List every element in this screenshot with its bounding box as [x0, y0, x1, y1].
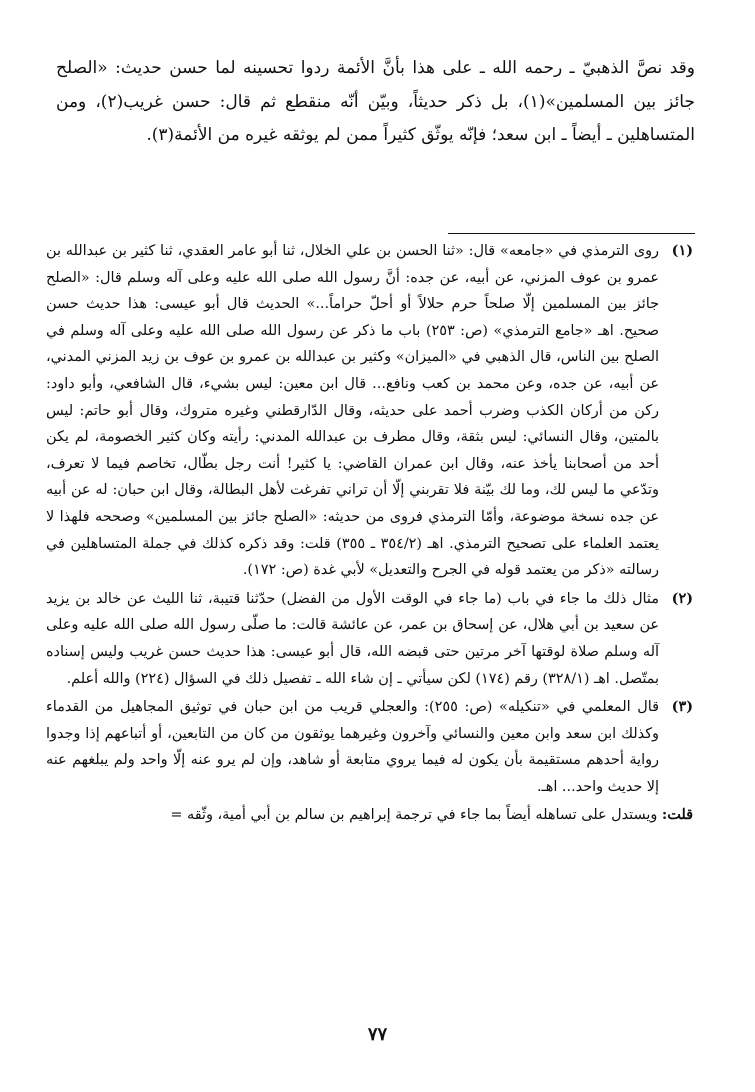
footnote-number: (١): [671, 242, 693, 259]
page-number: ٧٧: [367, 1024, 388, 1045]
footnote: [46, 694, 693, 800]
continuation-text: ويستدل على تساهله أيضاً بما جاء في ترجمة إبراهيم بن سالم بن أبي أمية، وثّقه =: [170, 807, 658, 824]
footnote-text: مثال ذلك ما جاء في باب (ما جاء في الوقت الأول من الفضل) حدّثنا قتيبة، ثنا الليث عن خالد بن يزيد عن سعيد بن أبي هلال، عن إسحاق بن عمر، عن عائشة قالت: ما صلّى رسول الله صلى الله عليه وعلى آله وسلم صلاة لوقتها آخر مرتين حتى قبضه الله، قال أبو عيسى: هذا حديث حسن غريب وليس إسناده بمتّصل. اهـ (٣٢٨/١) رقم (١٧٤) لكن سيأتي ـ إن شاء الله ـ تفصيل ذلك في السؤال (٢٢٤) والله أعلم.: [46, 590, 659, 687]
footnotes: [46, 238, 693, 829]
main-paragraph: وقد نصَّ الذهبيّ ـ رحمه الله ـ على هذا بأنَّ الأئمة ردوا تحسينه لما حسن حديث: «الصلح جائز بين المسلمين»(١)، بل ذكر حديثاً، وبيّن أنّه منقطع ثم قال: حسن غريب(٢)، ومن المتساهلين ـ أيضاً ـ ابن سعد؛ فإنّه يوثّق كثيراً ممن لم يوثقه غيره من الأئمة(٣).: [56, 58, 695, 145]
footnote-number: (٢): [671, 589, 693, 607]
footnote-continuation: [46, 802, 693, 829]
footnote-divider: [448, 233, 695, 234]
footnote-number: (٣): [671, 698, 693, 716]
continuation-label: قلت:: [661, 806, 693, 824]
footnote: [46, 586, 693, 692]
footnote: [46, 238, 693, 584]
footnote-text: روى الترمذي في «جامعه» قال: «ثنا الحسن بن علي الخلال، ثنا أبو عامر العقدي، ثنا كثير بن عبدالله بن عمرو بن عوف المزني، عن أبيه، عن جده: أنَّ رسول الله صلى الله عليه وعلى آله وسلم قال: «الصلح جائز بين المسلمين إلّا صلحاً حرم حلالاً أو أحلّ حراماً...» الحديث قال أبو عيسى: هذا حديث حسن صحيح. اهـ «جامع الترمذي» (ص: ٢٥٣) باب ما ذكر عن رسول الله صلى الله عليه وعلى آله وسلم في الصلح بين الناس، قال الذهبي في «الميزان» وكثير بن عبدالله بن عمرو بن عوف بن زيد المزني المدني، عن أبيه، عن جده، وعن محمد بن كعب ونافع... قال ابن معين: ليس بشيء، قال الشافعي، وأبو داود: ركن من أركان الكذب وضرب أحمد على حديثه، وقال الدّارقطني وغيره متروك، وقال أبو حاتم: ليس بالمتين، وقال النسائي: ليس بثقة، وقال مطرف بن عبدالله المدني: رأيته وكان كثير الخصومة، لم يكن أحد من أصحابنا يأخذ عنه، وقال ابن عمران القاضي: يا كثير! أنت رجل بطّال، تخاصم فيما لا تعرف، وتدّعي ما ليس لك، وما لك بيّنة فلا تقربني إلّا أن تراني تفرغت لأهل البطالة، وقال ابن حبان: له عن أبيه عن جده نسخة موضوعة، وأمّا الترمذي فروى من حديثه: «الصلح جائز بين المسلمين» وصححه فلهذا لا يعتمد العلماء على تصحيح الترمذي. اهـ (٣٥٤/٢ ـ ٣٥٥) قلت: وقد ذكره كذلك في جملة المتساهلين في رسالته «ذكر من يعتمد قوله في الجرح والتعديل» لأبي غدة (ص: ١٧٢).: [46, 243, 659, 579]
main-text: [56, 52, 695, 153]
footnote-text: قال المعلمي في «تنكيله» (ص: ٢٥٥): والعجلي قريب من ابن حبان في توثيق المجاهيل من القدماء وكذلك ابن سعد وابن معين والنسائي وآخرون وغيرهما يوثقون من كان من التابعين، أو أتباعهم إذا وجدوا رواية أحدهم مستقيمة بأن يكون له فيما يروي متابعة أو شاهد، وإن لم يرو عنه إلّا واحد ولم يبلغهم عنه إلا حديث واحد... اهـ.: [46, 699, 660, 795]
